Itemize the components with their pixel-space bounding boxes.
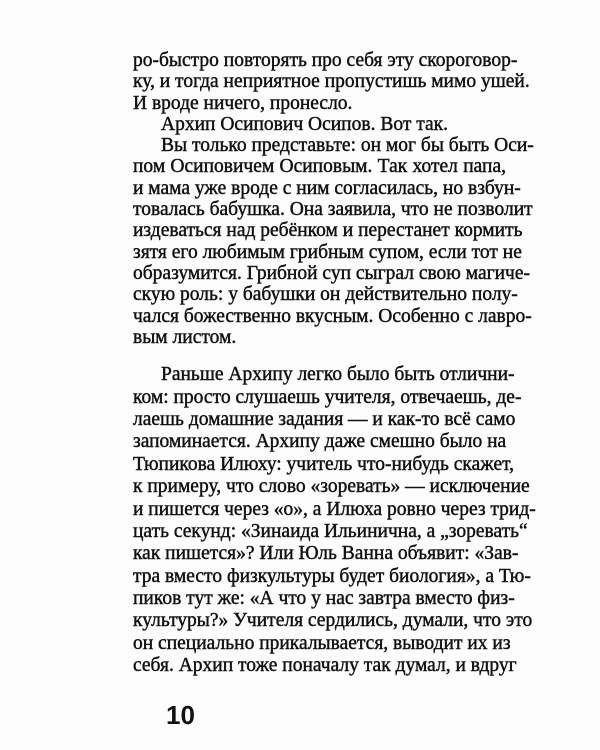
text-line: ро-быстро повторять про себя эту скороговор- xyxy=(133,50,518,71)
text-line: пом Осиповичем Осиповым. Так хотел папа, xyxy=(133,156,506,178)
text-line: как пишется»? Или Юль Ванна объявит: «Зав- xyxy=(133,543,519,565)
text-line: культуры?» Учителя сердились, думали, что это xyxy=(133,610,533,632)
text-line: товалась бабушка. Она заявила, что не позволит xyxy=(133,199,533,221)
paragraph xyxy=(133,50,534,348)
text-line: себя. Архип тоже поначалу так думал, и вдруг xyxy=(133,655,517,677)
text-line: пиков тут же: «А что у нас завтра вместо физ- xyxy=(133,588,515,610)
text-line: скую роль: у бабушки он действительно полу- xyxy=(133,284,518,306)
text-line: ком: просто слушаешь учителя, отвечаешь, де- xyxy=(133,386,522,408)
text-line: лаешь домашние задания — и как-то всё само xyxy=(133,408,516,430)
paragraph xyxy=(133,364,536,677)
text-line: издеваться над ребёнком и перестанет кормить xyxy=(133,220,523,242)
text-line: и мама уже вроде с ним согласилась, но взбун- xyxy=(133,177,521,199)
text-line: Раньше Архипу легко было быть отлични- xyxy=(161,364,515,386)
text-line: к примеру, что слово «зоревать» — исключение xyxy=(133,476,530,498)
page-number: 10 xyxy=(166,700,195,730)
text-line: цать секунд: «Зинаида Ильинична, а „зоревать“ xyxy=(133,520,528,542)
text-line: зятя его любимым грибным супом, если тот не xyxy=(133,241,522,263)
text-line: и пишется через «о», а Илюха ровно через трид- xyxy=(133,498,536,520)
body-text xyxy=(133,50,536,678)
text-line: Вы только представьте: он мог бы быть Оси- xyxy=(161,135,534,157)
text-line: И вроде ничего, пронесло. xyxy=(133,92,353,114)
text-line: Тюпикова Илюху: учитель что-нибудь скажет, xyxy=(133,453,515,475)
text-line: тра вместо физкультуры будет биология», а Тю- xyxy=(133,565,531,587)
text-line: запоминается. Архипу даже смешно было на xyxy=(133,431,507,453)
text-line: ку, и тогда неприятное пропустишь мимо ушей. xyxy=(133,71,530,93)
text-line: вым листом. xyxy=(133,326,237,348)
text-line: образумится. Грибной суп сыграл свою магиче- xyxy=(133,262,530,284)
text-line: чался божественно вкусным. Особенно с лавро- xyxy=(133,305,532,327)
text-line: Архип Осипович Осипов. Вот так. xyxy=(161,113,448,135)
text-line: он специально прикалывается, выводит их из xyxy=(133,632,511,654)
